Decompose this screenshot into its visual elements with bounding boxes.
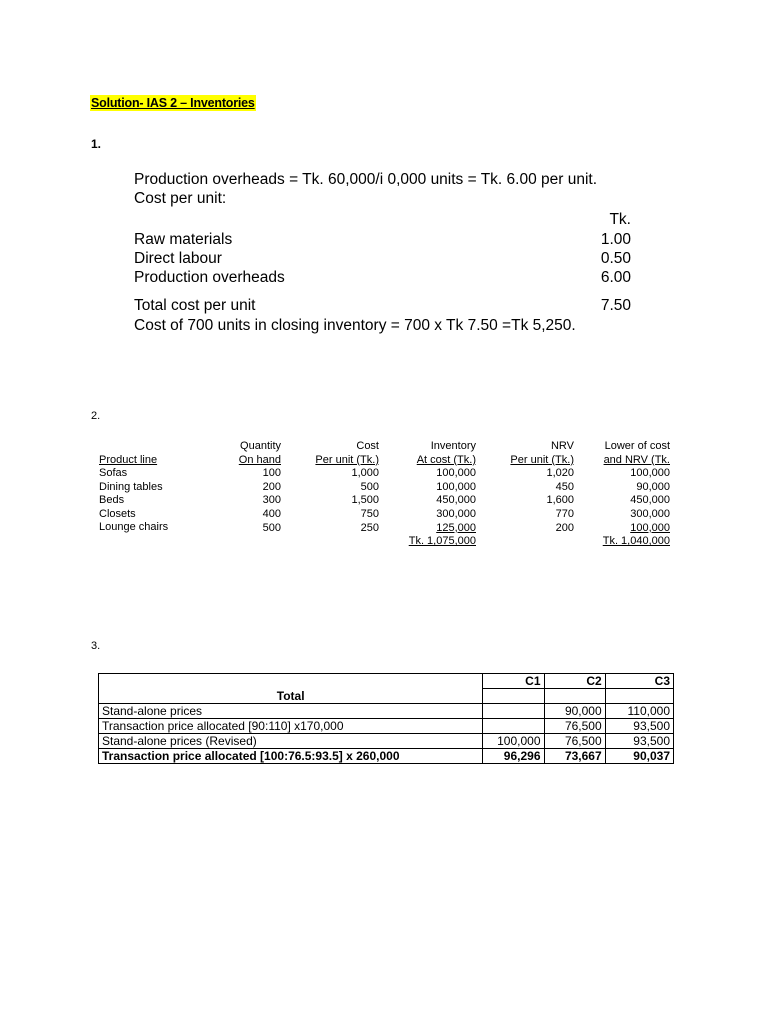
c2-cell: 90,000 xyxy=(544,704,605,719)
nrv-header-2: Per unit (Tk.) xyxy=(510,453,574,466)
nrv-cell: 200 xyxy=(555,521,574,534)
product-name: Beds xyxy=(99,494,125,507)
q2-product-names xyxy=(99,467,168,535)
q1-tk-header: Tk. xyxy=(609,211,631,228)
cost-header-2: Per unit (Tk.) xyxy=(315,453,379,466)
c1-cell xyxy=(483,719,544,734)
inventory-cell: 100,000 xyxy=(436,467,476,480)
c2-cell: 76,500 xyxy=(544,719,605,734)
question-3-number: 3. xyxy=(91,640,101,652)
quantity-cell: 100 xyxy=(262,467,281,480)
inventory-total: Tk. 1,075,000 xyxy=(408,535,476,548)
c1-cell xyxy=(483,704,544,719)
q2-cost-column xyxy=(315,440,379,535)
lower-cell: 100,000 xyxy=(630,521,670,534)
quantity-header-2: On hand xyxy=(238,453,281,466)
cost-cell: 750 xyxy=(360,507,379,520)
inventory-cell: 450,000 xyxy=(436,494,476,507)
q1-total-value: 7.50 xyxy=(600,297,631,314)
product-name: Dining tables xyxy=(99,480,163,493)
q1-closing-inventory-line: Cost of 700 units in closing inventory = 700 x Tk 7.50 =Tk 5,250. xyxy=(134,317,576,334)
cost-header-1: Cost xyxy=(356,440,379,452)
c3-cell: 93,500 xyxy=(605,734,673,749)
quantity-cell: 500 xyxy=(262,521,281,534)
lower-header-1: Lower of cost xyxy=(604,440,670,452)
q1-total-label: Total cost per unit xyxy=(134,297,256,314)
question-1-number: 1. xyxy=(91,137,102,151)
empty-cell xyxy=(605,689,673,704)
row-label: Transaction price allocated [90:110] x170,000 xyxy=(99,719,483,734)
nrv-cell: 450 xyxy=(555,480,574,493)
quantity-header-1: Quantity xyxy=(240,440,281,452)
inventory-header-2: At cost (Tk.) xyxy=(416,453,476,466)
total-label: Total xyxy=(99,689,483,704)
q2-inventory-column xyxy=(409,440,476,549)
header-blank-cell xyxy=(99,674,483,689)
header-c3: C3 xyxy=(605,674,673,689)
row-label: Stand-alone prices xyxy=(99,704,483,719)
product-name: Closets xyxy=(99,507,136,520)
empty-cell xyxy=(483,689,544,704)
quantity-cell: 400 xyxy=(262,507,281,520)
lower-cell: 100,000 xyxy=(630,467,670,480)
product-name: Lounge chairs xyxy=(99,521,169,534)
nrv-cell: 1,020 xyxy=(546,467,574,480)
q2-lower-column xyxy=(603,440,670,549)
c1-cell: 100,000 xyxy=(483,734,544,749)
quantity-cell: 300 xyxy=(262,494,281,507)
nrv-header-1: NRV xyxy=(550,440,574,452)
q2-nrv-column xyxy=(510,440,574,535)
header-c1: C1 xyxy=(483,674,544,689)
lower-total: Tk. 1,040,000 xyxy=(602,535,670,548)
q2-product-line-header xyxy=(99,454,157,468)
cost-cell: 1,500 xyxy=(351,494,379,507)
q1-item-label: Production overheads xyxy=(134,269,285,286)
nrv-cell: 1,600 xyxy=(546,494,574,507)
lower-cell: 450,000 xyxy=(630,494,670,507)
q1-item-value: 6.00 xyxy=(600,269,631,286)
cost-cell: 1,000 xyxy=(351,467,379,480)
inventory-header-1: Inventory xyxy=(430,440,476,452)
inventory-cell: 300,000 xyxy=(436,507,476,520)
c3-cell: 110,000 xyxy=(605,704,673,719)
c3-cell: 93,500 xyxy=(605,719,673,734)
nrv-cell: 770 xyxy=(555,507,574,520)
header-c2: C2 xyxy=(544,674,605,689)
product-name: Sofas xyxy=(99,467,128,479)
empty-cell xyxy=(544,689,605,704)
c3-cell: 90,037 xyxy=(605,749,673,764)
inventory-cell: 125,000 xyxy=(436,521,476,534)
q1-item-label: Raw materials xyxy=(134,231,233,248)
q2-quantity-column xyxy=(239,440,281,535)
quantity-cell: 200 xyxy=(262,480,281,493)
row-label: Stand-alone prices (Revised) xyxy=(99,734,483,749)
allocation-table xyxy=(98,673,674,764)
table-header-row xyxy=(99,674,674,689)
table-row xyxy=(99,704,674,719)
q1-item-value: 1.00 xyxy=(600,231,631,248)
cost-cell: 250 xyxy=(360,521,379,534)
table-row xyxy=(99,749,674,764)
cost-cell: 500 xyxy=(360,480,379,493)
inventory-cell: 100,000 xyxy=(436,480,476,493)
q1-item-value: 0.50 xyxy=(600,250,631,267)
lower-cell: 90,000 xyxy=(636,480,670,493)
c1-cell: 96,296 xyxy=(483,749,544,764)
q1-item-label: Direct labour xyxy=(134,250,222,267)
table-total-row xyxy=(99,689,674,704)
q1-cost-per-unit-heading: Cost per unit: xyxy=(134,190,227,207)
c2-cell: 76,500 xyxy=(544,734,605,749)
q1-overheads-line: Production overheads = Tk. 60,000/i 0,000 units = Tk. 6.00 per unit. xyxy=(134,171,598,188)
lower-cell: 300,000 xyxy=(630,507,670,520)
table-row xyxy=(99,734,674,749)
row-label: Transaction price allocated [100:76.5:93.5] x 260,000 xyxy=(99,749,483,764)
table-row xyxy=(99,719,674,734)
question-2-number: 2. xyxy=(91,410,101,422)
lower-header-2: and NRV (Tk. xyxy=(603,453,670,466)
page-heading: Solution- IAS 2 – Inventories xyxy=(91,96,255,110)
c2-cell: 73,667 xyxy=(544,749,605,764)
product-line-header: Product line xyxy=(99,454,158,466)
